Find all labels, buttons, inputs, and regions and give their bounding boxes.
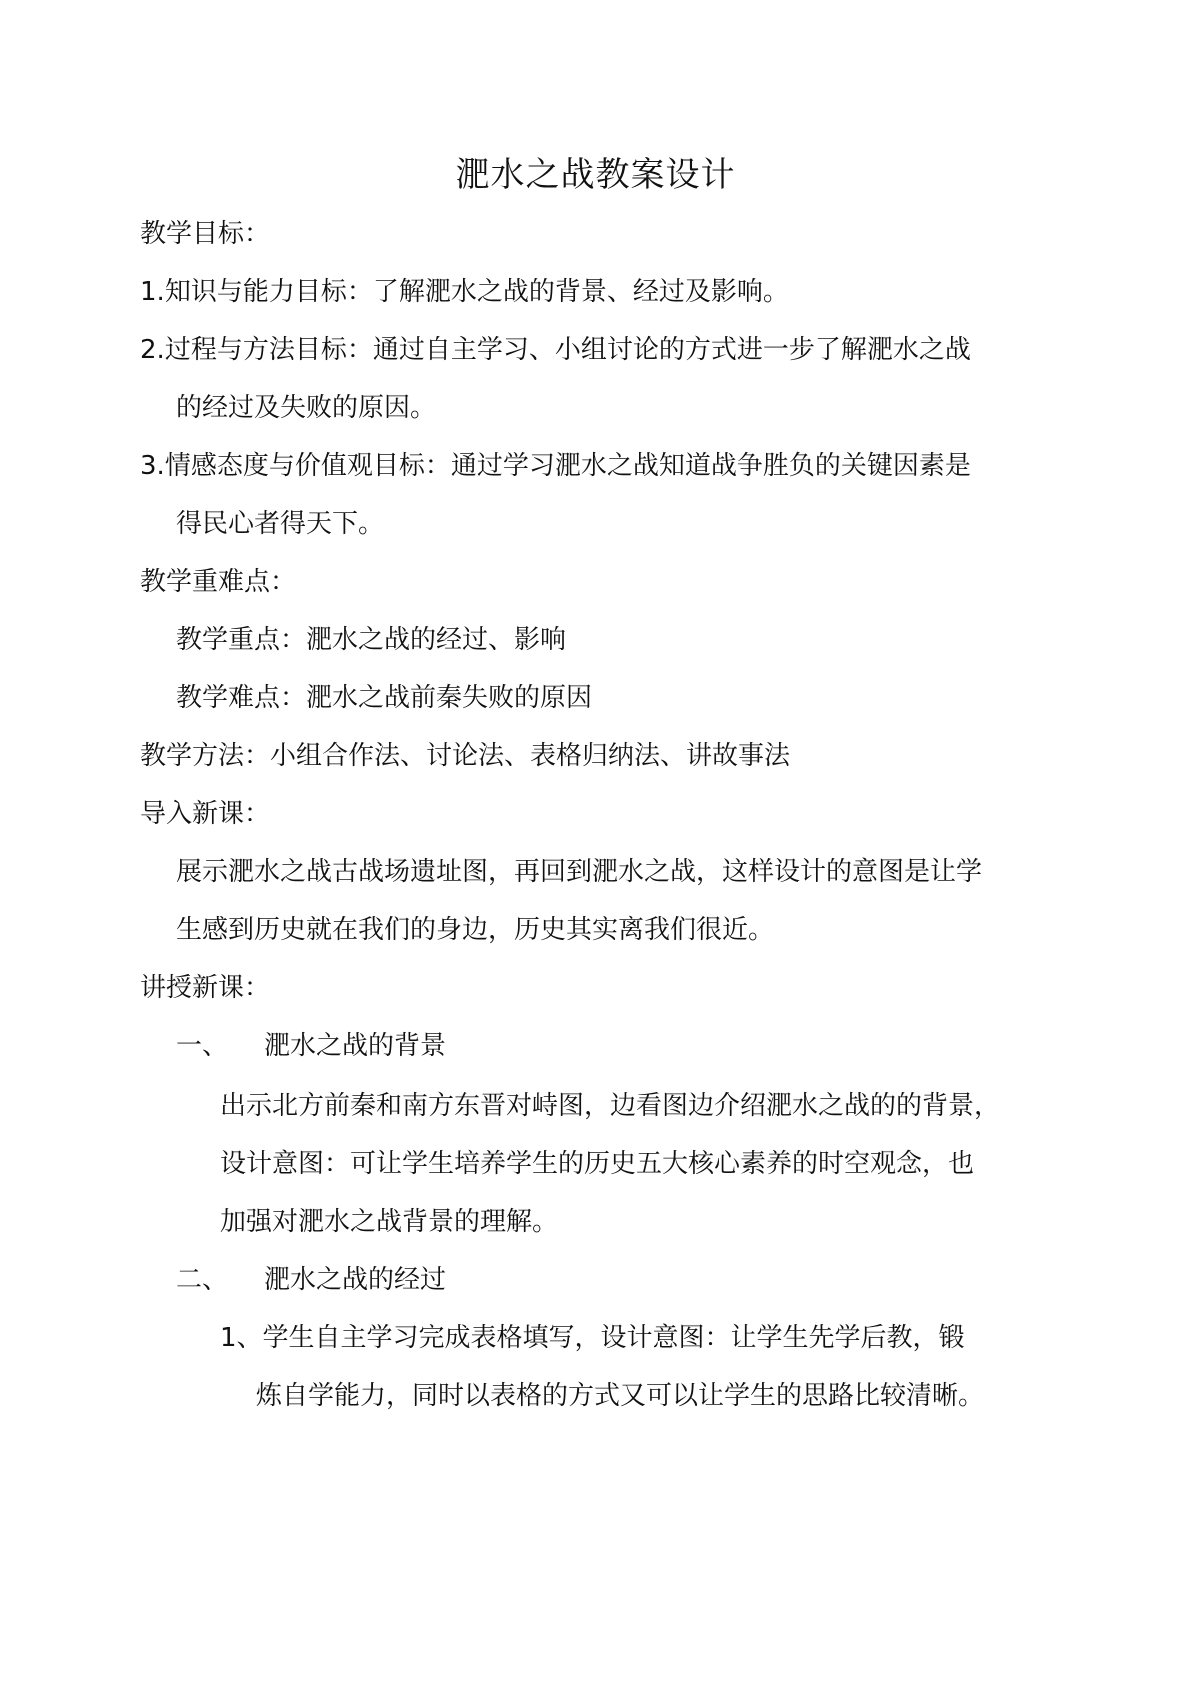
objective-item-1 — [140, 274, 789, 310]
new-lesson-heading: 讲授新课： — [140, 973, 271, 1003]
section-background-line-2: 设计意图：可让学生培养学生的历史五大核心素养的时空观念，也 — [220, 1149, 975, 1179]
section-title: 淝水之战的背景 — [264, 1031, 447, 1061]
objective-number: 3. — [140, 451, 165, 481]
process-item-1-line-2: 炼自学能力，同时以表格的方式又可以让学生的思路比较清晰。 — [256, 1381, 985, 1411]
section-number: 二、 — [176, 1265, 229, 1295]
objectives-heading: 教学目标： — [140, 219, 271, 249]
objective-item-3 — [140, 448, 971, 484]
key-point-difficulty: 教学难点：淝水之战前秦失败的原因 — [176, 683, 593, 713]
objective-item-2-continuation: 的经过及失败的原因。 — [176, 393, 437, 423]
section-heading-background — [176, 1028, 446, 1064]
section-title: 淝水之战的经过 — [264, 1265, 447, 1295]
key-point-focus: 教学重点：淝水之战的经过、影响 — [176, 625, 567, 655]
objective-item-3-continuation: 得民心者得天下。 — [176, 509, 385, 539]
introduction-line-2: 生感到历史就在我们的身边，历史其实离我们很近。 — [176, 915, 775, 945]
introduction-line-1: 展示淝水之战古战场遗址图，再回到淝水之战，这样设计的意图是让学 — [176, 857, 983, 887]
objective-text: 知识与能力目标：了解淝水之战的背景、经过及影响。 — [164, 277, 789, 307]
objective-item-2 — [140, 332, 971, 368]
objective-number: 2. — [140, 335, 165, 365]
introduction-heading: 导入新课： — [140, 799, 271, 829]
process-item-1-line-1: 1、学生自主学习完成表格填写，设计意图：让学生先学后教，锻 — [220, 1323, 965, 1353]
key-points-heading: 教学重难点： — [140, 567, 297, 597]
section-heading-process — [176, 1262, 446, 1298]
section-number: 一、 — [176, 1031, 229, 1061]
section-background-line-1: 出示北方前秦和南方东晋对峙图，边看图边介绍淝水之战的的背景， — [220, 1091, 1001, 1121]
objective-text: 过程与方法目标：通过自主学习、小组讨论的方式进一步了解淝水之战 — [164, 335, 971, 365]
section-background-line-3: 加强对淝水之战背景的理解。 — [220, 1207, 559, 1237]
objective-number: 1. — [140, 277, 165, 307]
objective-text: 情感态度与价值观目标：通过学习淝水之战知道战争胜负的关键因素是 — [164, 451, 971, 481]
teaching-methods: 教学方法：小组合作法、讨论法、表格归纳法、讲故事法 — [140, 741, 791, 771]
document-title: 淝水之战教案设计 — [455, 155, 736, 195]
